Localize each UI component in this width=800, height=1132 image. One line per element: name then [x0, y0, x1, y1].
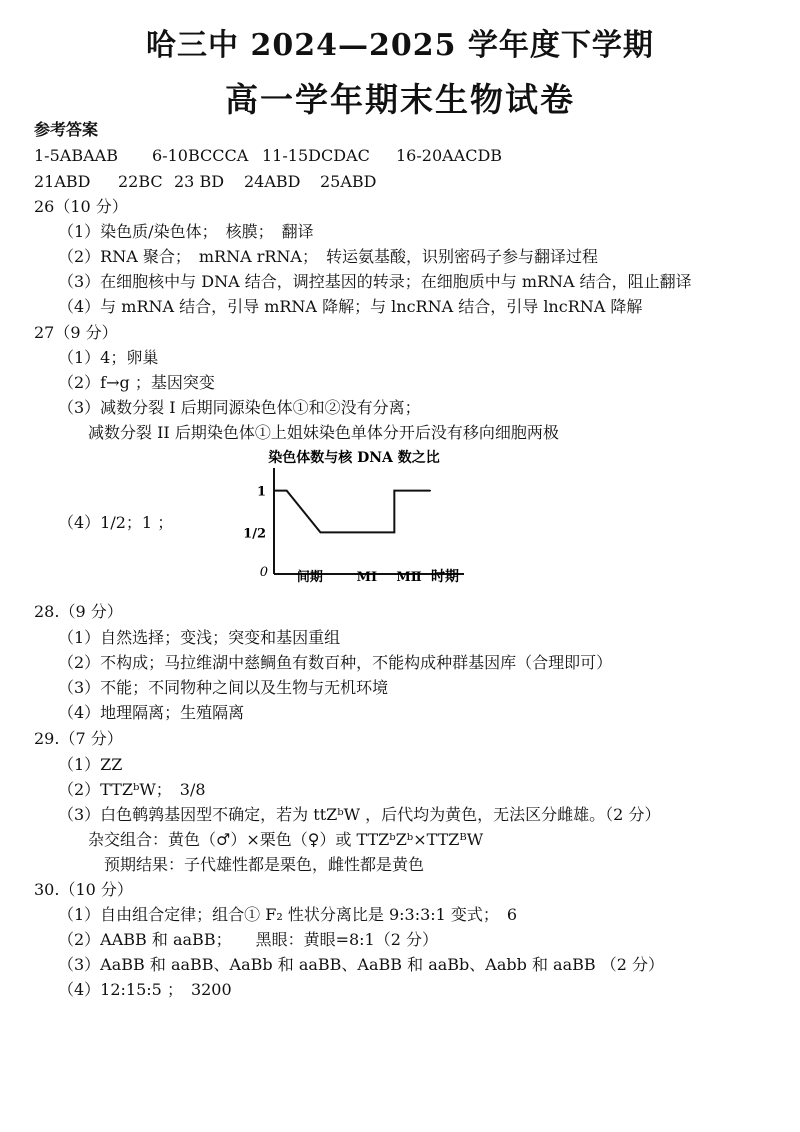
q27-answer-2: （2）f→g ；基因突变 — [58, 373, 215, 392]
school-year-title: 哈三中 2024—2025 学年度下学期 — [146, 28, 654, 63]
q28-answer-4: （4）地理隔离；生殖隔离 — [58, 703, 245, 722]
q27-answer-1: （1）4；卵巢 — [58, 348, 159, 367]
q29-answer-2: （2）TTZᵇW； 3/8 — [58, 780, 206, 799]
data-point — [286, 490, 288, 492]
q30-answer-4: （4）12:15:5 ； 3200 — [58, 980, 232, 999]
choice-answer-group: 6-10BCCCA — [152, 146, 249, 165]
x-category-label: MⅠ — [356, 570, 378, 585]
q26-answer-1: （1）染色质/染色体； 核膜； 翻译 — [58, 222, 314, 241]
choice-answer-group: 16-20AACDB — [396, 146, 503, 165]
data-point — [394, 532, 396, 534]
q30-answer-1: （1）自由组合定律；组合① F₂ 性状分离比是 9:3:3:1 变式； 6 — [58, 905, 518, 924]
data-point — [320, 532, 322, 534]
q27-answer-4: （4）1/2；1 ； — [58, 513, 174, 532]
q27-heading: 27（9 分） — [34, 323, 118, 342]
choice-answer-group: 23 BD — [174, 172, 225, 191]
origin-label: 0 — [259, 565, 268, 580]
q26-answer-2: （2）RNA 聚合； mRNA rRNA； 转运氨基酸，识别密码子参与翻译过程 — [58, 247, 598, 266]
choice-answer-group: 21ABD — [34, 172, 91, 191]
ratio-series-line — [274, 491, 430, 533]
x-category-label: MⅡ — [396, 570, 422, 585]
q29-answer-3-cross: 杂交组合：黄色（♂）×栗色（♀）或 TTZᵇZᵇ×TTZᴮW — [88, 830, 484, 849]
q26-answer-4: （4）与 mRNA 结合，引导 mRNA 降解；与 lncRNA 结合，引导 lncRNA 降解 — [58, 297, 643, 316]
data-point — [429, 490, 431, 492]
q29-answer-1: （1）ZZ — [58, 755, 123, 774]
q29-answer-3: （3）白色鹌鹑基因型不确定，若为 ttZᵇW ，后代均为黄色，无法区分雌雄。（2 分） — [58, 805, 661, 824]
data-point — [394, 490, 396, 492]
q28-heading: 28.（9 分） — [34, 602, 123, 621]
choice-answer-group: 11-15DCDAC — [262, 146, 370, 165]
q28-answer-3: （3）不能；不同物种之间以及生物与无机环境 — [58, 678, 389, 697]
data-point — [273, 490, 275, 492]
answer-label: 参考答案 — [34, 120, 99, 139]
q27-answer-3: （3）减数分裂 I 后期同源染色体①和②没有分离； — [58, 398, 421, 417]
x-category-label: 间期 — [296, 570, 323, 585]
ratio-line-chart — [236, 446, 476, 596]
choice-answer-group: 24ABD — [244, 172, 301, 191]
exam-title: 高一学年期末生物试卷 — [225, 80, 575, 119]
q29-answer-3-result: 预期结果：子代雄性都是栗色，雌性都是黄色 — [104, 855, 425, 874]
y-tick-label: 1/2 — [243, 526, 266, 542]
q29-heading: 29.（7 分） — [34, 729, 123, 748]
y-tick-label: 1 — [256, 484, 266, 500]
choice-answer-group: 22BC — [118, 172, 163, 191]
q27-answer-3-continued: 减数分裂 II 后期染色体①上姐妹染色单体分开后没有移向细胞两极 — [88, 423, 559, 442]
choice-answer-group: 1-5ABAAB — [34, 146, 118, 165]
q30-heading: 30.（10 分） — [34, 880, 133, 899]
chart-title: 染色体数与核 DNA 数之比 — [268, 450, 440, 466]
q26-heading: 26（10 分） — [34, 197, 128, 216]
q26-answer-3: （3）在细胞核中与 DNA 结合，调控基因的转录；在细胞质中与 mRNA 结合，阻止翻译 — [58, 272, 692, 291]
x-axis-label: 时期 — [431, 569, 459, 585]
q28-answer-1: （1）自然选择；变浅；突变和基因重组 — [58, 628, 341, 647]
choice-answer-group: 25ABD — [320, 172, 377, 191]
q30-answer-3: （3）AaBB 和 aaBB、AaBb 和 aaBB、AaBB 和 aaBb、Aabb 和 aaBB （2 分） — [58, 955, 664, 974]
q30-answer-2: （2）AABB 和 aaBB； 黑眼：黄眼=8:1（2 分） — [58, 930, 438, 949]
q28-answer-2: （2）不构成；马拉维湖中慈鲷鱼有数百种，不能构成种群基因库（合理即可） — [58, 653, 613, 672]
